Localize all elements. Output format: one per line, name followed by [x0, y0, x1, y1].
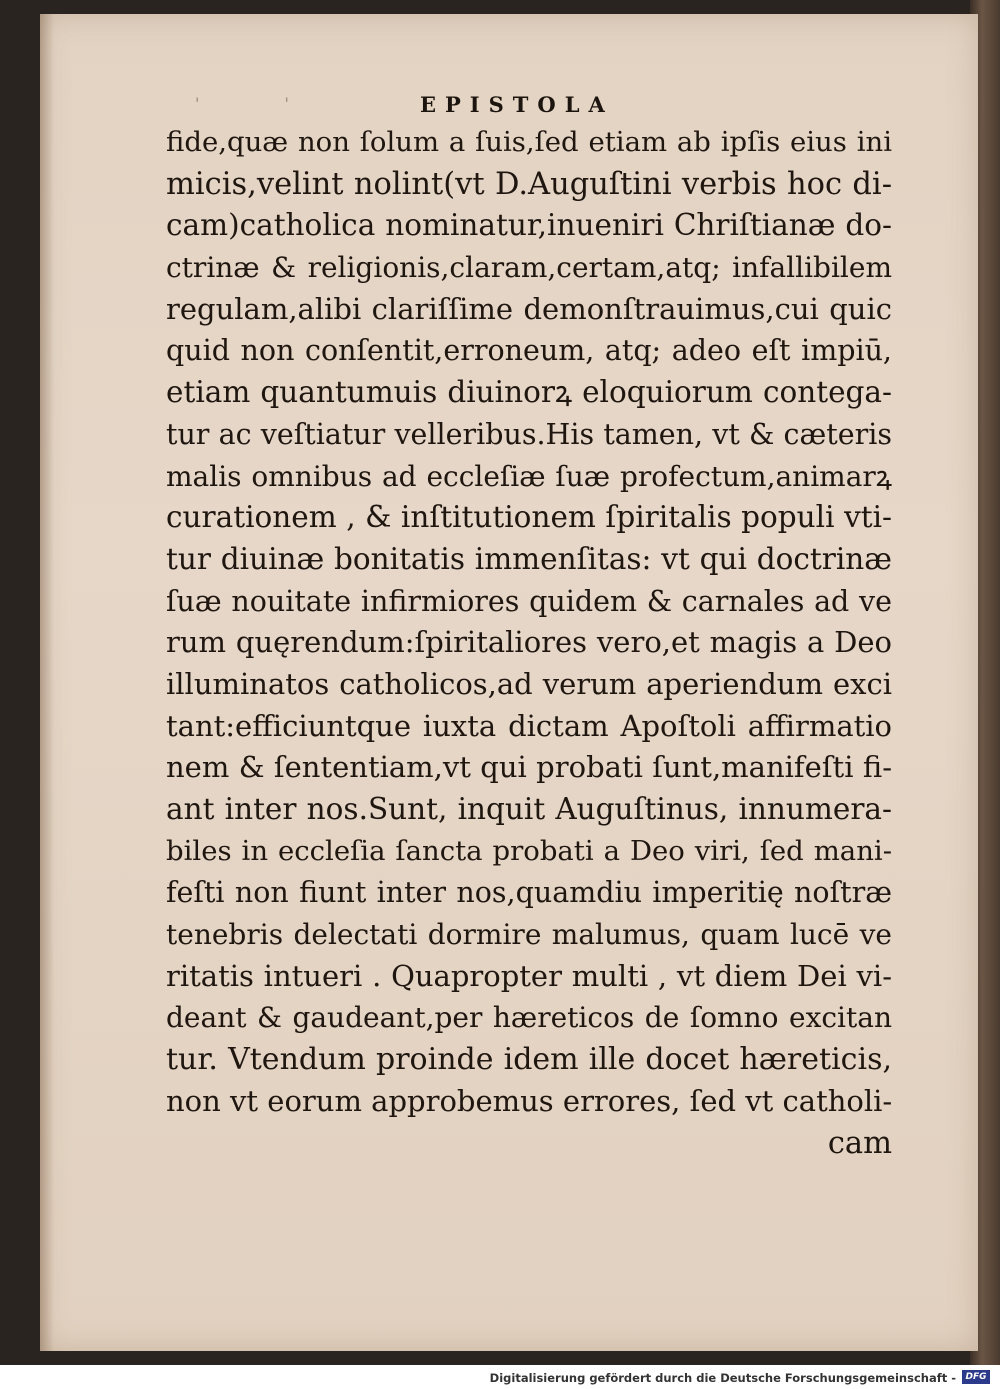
text-line: regulam,alibi clariſſime demonſtrauimus,cui quic: [166, 291, 892, 326]
text-line: ant inter nos.Sunt, inquit Auguſtinus, innumera-: [166, 792, 892, 826]
text-line: deant & gaudeant,per hæreticos de ſomno excitan: [166, 1001, 892, 1035]
text-line: micis,velint nolint(vt D.Auguſtini verbis hoc di-: [166, 166, 892, 202]
text-line: tur ac veſtiatur velleribus.His tamen, vt & cæteris: [166, 417, 892, 451]
text-line: illuminatos catholicos,ad verum aperiendum exci: [166, 666, 892, 701]
text-line: non vt eorum approbemus errores, ſed vt catholi-: [166, 1083, 892, 1118]
footer-bar: [0, 1365, 1000, 1389]
text-line: curationem , & inſtitutionem ſpiritalis populi vti-: [166, 500, 892, 535]
text-line: nem & ſententiam,vt qui probati ſunt,manifeſti fi-: [166, 750, 892, 785]
text-line: cam: [827, 1125, 892, 1161]
dfg-logo: DFG: [962, 1370, 990, 1384]
text-line: tur diuinæ bonitatis immenſitas: vt qui doctrinæ: [166, 541, 892, 576]
text-line: malis omnibus ad eccleſiæ ſuæ profectum,animarꝝ: [166, 459, 892, 493]
running-head: EPISTOLA: [420, 92, 614, 117]
footer-credit: Digitalisierung gefördert durch die Deutsche Forschungsgemeinschaft -: [489, 1371, 956, 1385]
text-line: etiam quantumuis diuinorꝝ eloquiorum contega-: [166, 375, 892, 410]
page-body-text: [166, 122, 892, 1164]
text-line: biles in eccleſia ſancta probati a Deo viri, ſed mani-: [166, 834, 892, 867]
text-line: cam)catholica nominatur,inueniri Chriſtianæ do-: [166, 208, 892, 243]
text-line: ſuæ nouitate infirmiores quidem & carnales ad ve: [166, 584, 892, 618]
gutter-shadow: [40, 14, 54, 1351]
text-line: feſti non fiunt inter nos,quamdiu imperitię noſtræ: [166, 876, 892, 910]
text-line: quid non conſentit,erroneum, atq; adeo eſt impiū,: [166, 334, 892, 368]
faint-marks: ' ': [195, 94, 329, 113]
text-line: tur. Vtendum proinde idem ille docet hæreticis,: [166, 1042, 892, 1078]
text-line: rum quęrendum:ſpiritaliores vero,et magis a Deo: [166, 625, 892, 660]
text-line: tant:efficiuntque iuxta dictam Apoſtoli affirmatio: [166, 708, 892, 743]
text-line: tenebris delectati dormire malumus, quam lucē ve: [166, 918, 892, 952]
text-line: fide,quæ non ſolum a ſuis,ſed etiam ab ipſis eius ini: [166, 126, 892, 158]
text-line: ritatis intueri . Quapropter multi , vt diem Dei vi-: [166, 958, 892, 993]
text-line: ctrinæ & religionis,claram,certam,atq; infallibilem: [166, 251, 892, 285]
